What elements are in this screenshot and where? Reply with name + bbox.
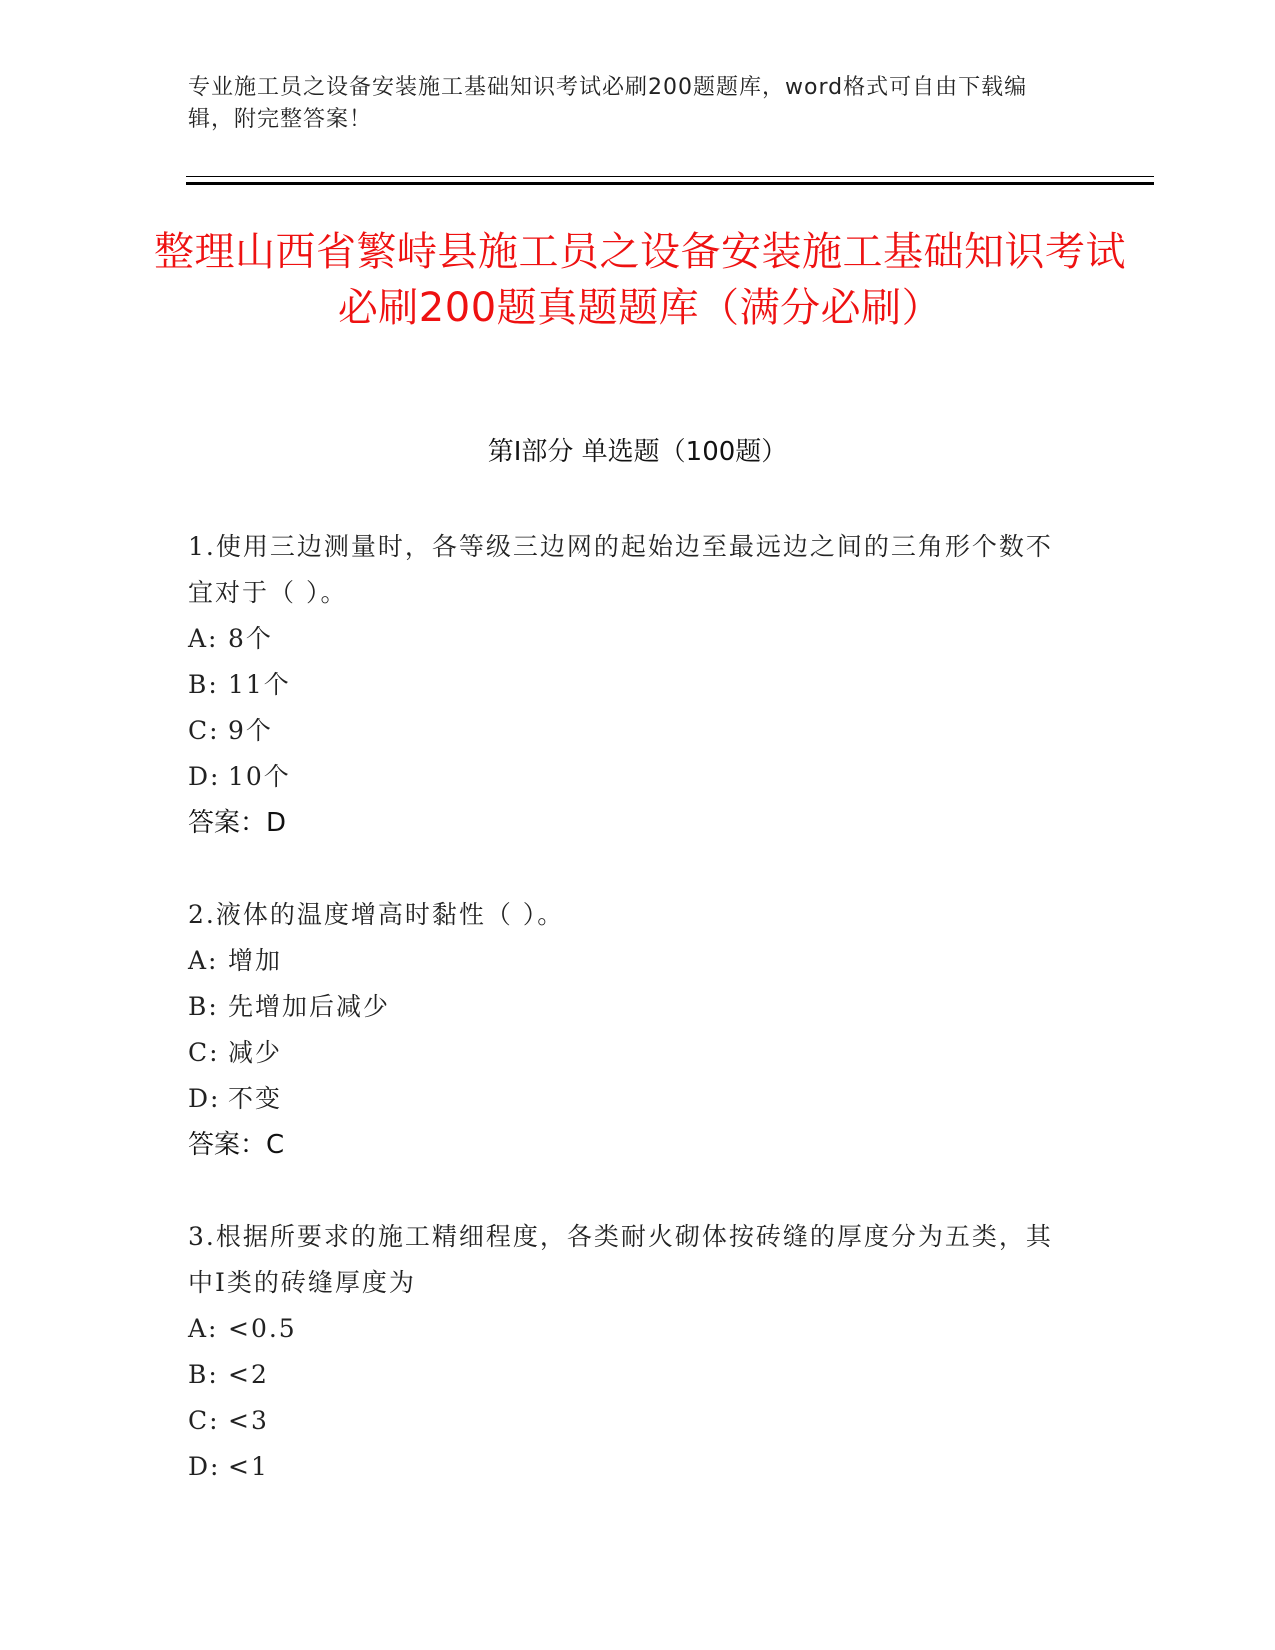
- question-3: [188, 1214, 1068, 1490]
- option-text: 不变: [228, 1084, 283, 1113]
- answer-line: 答案：C: [188, 1130, 285, 1160]
- option-c: [188, 708, 1068, 754]
- header-rule-thin: [186, 176, 1154, 177]
- question-stem: 2.液体的温度增高时黏性（ ）。: [188, 900, 565, 929]
- option-a: [188, 938, 1068, 984]
- document-title: 整理山西省繁峙县施工员之设备安装施工基础知识考试必刷200题真题题库（满分必刷）: [154, 229, 1126, 331]
- option-letter: D:: [188, 1452, 221, 1481]
- question-stem: 1.使用三边测量时，各等级三边网的起始边至最远边之间的三角形个数不宜对于（ ）。: [188, 532, 1053, 607]
- option-text: 11个: [228, 670, 291, 699]
- question-2: [188, 892, 1068, 1168]
- option-letter: B:: [188, 670, 219, 699]
- option-a: [188, 616, 1068, 662]
- option-c: [188, 1398, 1068, 1444]
- option-letter: C:: [188, 1406, 220, 1435]
- option-d: [188, 754, 1068, 800]
- option-text: <1: [228, 1452, 269, 1481]
- option-b: [188, 662, 1068, 708]
- question-list: [188, 524, 1068, 1536]
- option-text: 9个: [228, 716, 273, 745]
- option-d: [188, 1076, 1068, 1122]
- option-text: 10个: [228, 762, 291, 791]
- header-note: 专业施工员之设备安装施工基础知识考试必刷200题题库，word格式可自由下载编辑，附完整答案！: [188, 75, 1028, 132]
- option-text: 减少: [228, 1038, 283, 1067]
- header-rule-thick: [186, 182, 1154, 185]
- option-b: [188, 984, 1068, 1030]
- option-text: <2: [228, 1360, 269, 1389]
- question-stem: 3.根据所要求的施工精细程度，各类耐火砌体按砖缝的厚度分为五类，其中Ⅰ类的砖缝厚度为: [188, 1222, 1053, 1297]
- option-text: 8个: [228, 624, 273, 653]
- option-letter: D:: [188, 762, 221, 791]
- option-text: <0.5: [228, 1314, 297, 1343]
- option-letter: A:: [188, 624, 219, 653]
- option-letter: A:: [188, 946, 219, 975]
- question-1: [188, 524, 1068, 846]
- option-text: <3: [228, 1406, 269, 1435]
- option-letter: B:: [188, 1360, 219, 1389]
- option-letter: A:: [188, 1314, 219, 1343]
- option-a: [188, 1306, 1068, 1352]
- option-c: [188, 1030, 1068, 1076]
- option-d: [188, 1444, 1068, 1490]
- option-letter: C:: [188, 716, 220, 745]
- option-letter: B:: [188, 992, 219, 1021]
- option-letter: D:: [188, 1084, 221, 1113]
- option-letter: C:: [188, 1038, 220, 1067]
- option-b: [188, 1352, 1068, 1398]
- option-text: 先增加后减少: [228, 992, 391, 1021]
- answer-line: 答案：D: [188, 808, 287, 838]
- option-text: 增加: [228, 946, 283, 975]
- section-heading: 第Ⅰ部分 单选题（100题）: [487, 437, 788, 467]
